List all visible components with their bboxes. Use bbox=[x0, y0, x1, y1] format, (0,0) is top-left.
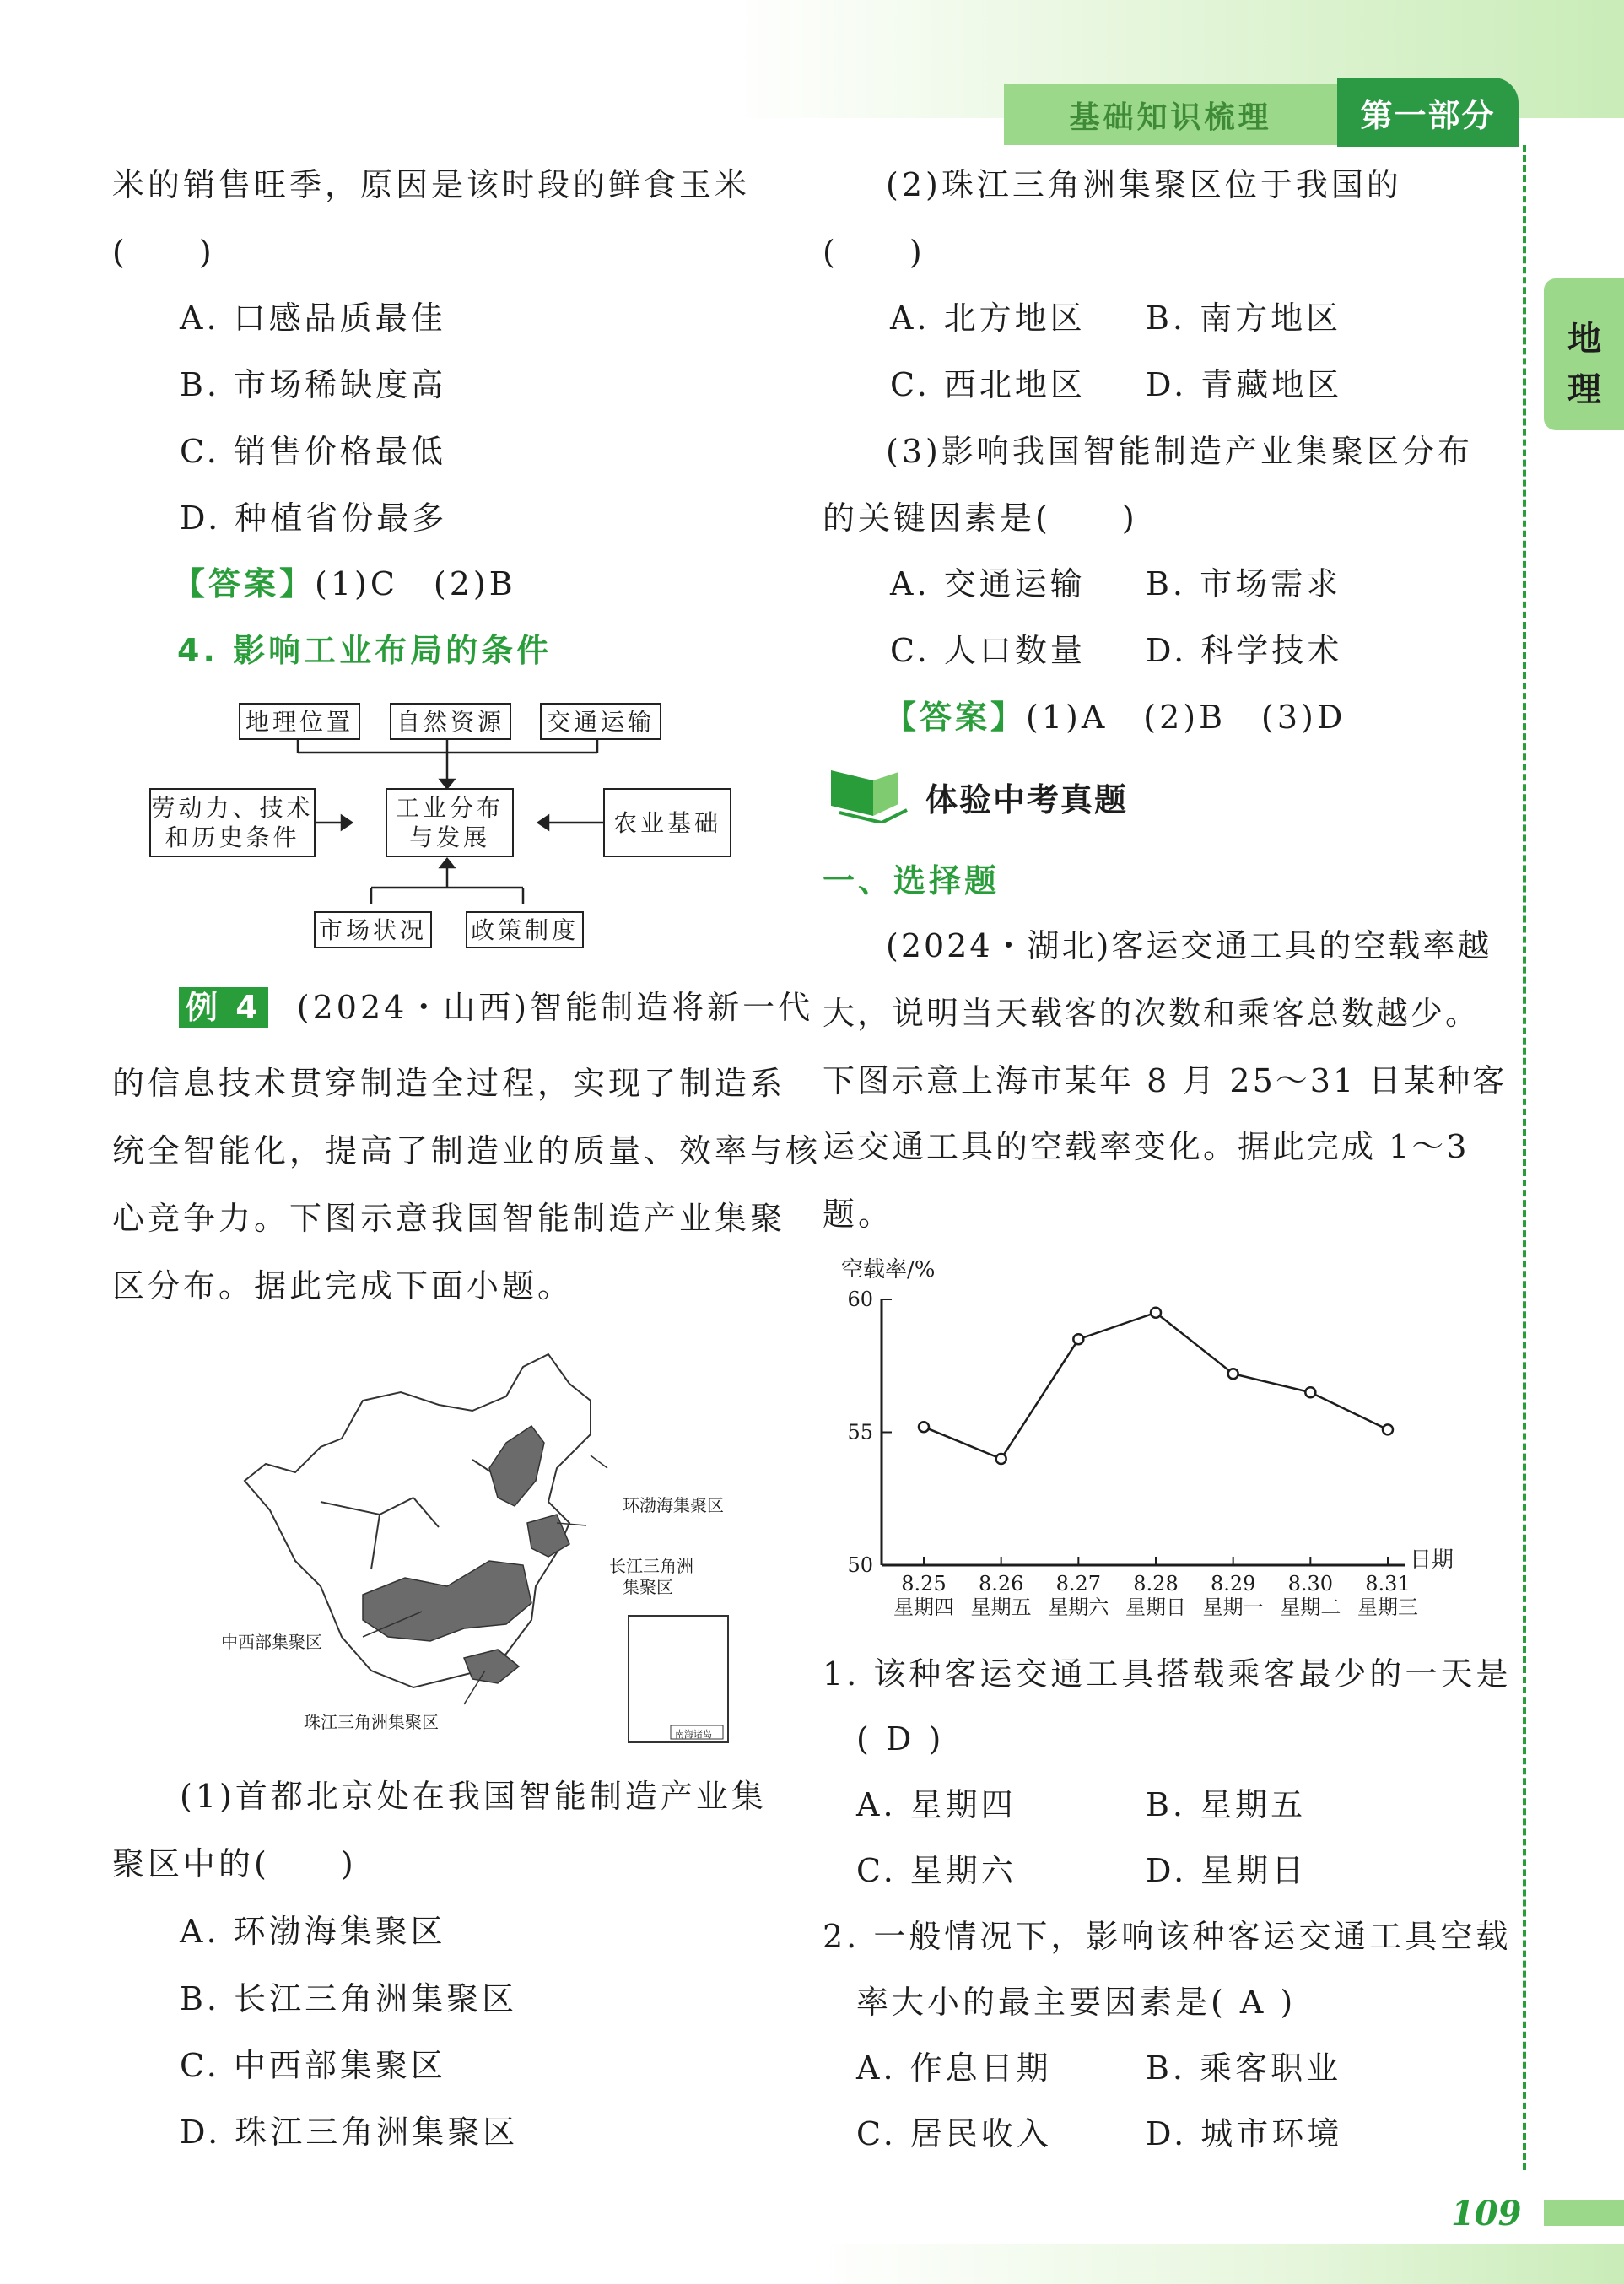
p2-stem-1: 2. 一般情况下，影响该种客运交通工具空载 bbox=[823, 1918, 1512, 1955]
china-map bbox=[194, 1333, 734, 1755]
text-line: 米的销售旺季，原因是该时段的鲜食玉米 bbox=[112, 166, 751, 203]
weekday-label: 星期五 bbox=[970, 1596, 1032, 1619]
p2-option-a: A. 作息日期 bbox=[856, 2049, 1052, 2087]
empty-rate-chart bbox=[831, 1249, 1489, 1628]
part-tab: 第一部分 bbox=[1337, 78, 1519, 147]
p1-stem-1: 1. 该种客运交通工具搭载乘客最少的一天是 bbox=[823, 1655, 1512, 1693]
map-label-south-sea: 南海诸岛 bbox=[675, 1729, 712, 1740]
page-number: 109 bbox=[1451, 2194, 1522, 2233]
footer-band bbox=[0, 2244, 1624, 2284]
q2-option-c: C. 西北地区 bbox=[890, 366, 1086, 403]
example-line-3: 统全智能化，提高了制造业的质量、效率与核 bbox=[112, 1132, 822, 1169]
weekday-label: 星期一 bbox=[1202, 1596, 1264, 1619]
intro-line-1: (2024・湖北)客运交通工具的空载率越 bbox=[886, 927, 1492, 964]
example-text: (2024・山西)智能制造将新一代 bbox=[296, 989, 814, 1026]
q3-line-2: 的关键因素是( ) bbox=[823, 499, 1138, 537]
map-svg bbox=[194, 1333, 734, 1755]
q1-option-d: D. 珠江三角洲集聚区 bbox=[180, 2114, 519, 2151]
intro-line-2: 大，说明当天载客的次数和乘客总数越少。 bbox=[823, 995, 1481, 1032]
p2-option-c: C. 居民收入 bbox=[856, 2115, 1052, 2152]
data-point bbox=[996, 1454, 1006, 1464]
y-tick-label: 55 bbox=[847, 1420, 873, 1444]
flow-text: 劳动力、技术 bbox=[151, 794, 314, 822]
side-divider bbox=[1523, 145, 1526, 2170]
subject-char-1: 地 bbox=[1567, 320, 1601, 359]
answer-label: 【答案】 bbox=[884, 698, 1027, 736]
flow-text: 和历史条件 bbox=[165, 823, 300, 851]
q3-line-1: (3)影响我国智能制造产业集聚区分布 bbox=[886, 433, 1473, 470]
option-a: A. 口感品质最佳 bbox=[180, 300, 446, 337]
x-tick-label: 8.29 bbox=[1210, 1572, 1256, 1596]
section-heading: 4. 影响工业布局的条件 bbox=[177, 632, 553, 669]
map-label-central-west: 中西部集聚区 bbox=[221, 1632, 322, 1652]
weekday-label: 星期二 bbox=[1280, 1596, 1341, 1619]
exam-banner bbox=[823, 764, 1160, 823]
map-label-pearl: 珠江三角洲集聚区 bbox=[304, 1712, 439, 1732]
example-label: 例 4 bbox=[179, 987, 268, 1028]
map-label-bohai: 环渤海集聚区 bbox=[623, 1495, 724, 1515]
q2-option-b: B. 南方地区 bbox=[1146, 300, 1342, 337]
x-tick-label: 8.25 bbox=[901, 1572, 947, 1596]
intro-line-5: 题。 bbox=[823, 1196, 894, 1233]
p2-option-b: B. 乘客职业 bbox=[1146, 2049, 1342, 2087]
map-label-yangtze: 长江三角洲 bbox=[609, 1556, 693, 1576]
q2-line-2: ( ) bbox=[823, 234, 925, 271]
q3-option-d: D. 科学技术 bbox=[1146, 632, 1343, 669]
chart-series bbox=[919, 1308, 1393, 1464]
chart-axes bbox=[882, 1299, 1454, 1573]
option-b: B. 市场稀缺度高 bbox=[180, 366, 447, 403]
p1-option-b: B. 星期五 bbox=[1146, 1786, 1307, 1823]
weekday-label: 星期三 bbox=[1357, 1596, 1418, 1619]
footer-bar bbox=[1544, 2200, 1624, 2226]
data-point bbox=[919, 1422, 929, 1432]
data-point bbox=[1228, 1369, 1238, 1379]
p1-stem-2: ( D ) bbox=[856, 1720, 945, 1758]
x-tick-label: 8.28 bbox=[1133, 1572, 1179, 1596]
flow-text: 与发展 bbox=[408, 823, 490, 851]
subject-char-2: 理 bbox=[1567, 370, 1601, 409]
data-point bbox=[1151, 1308, 1161, 1318]
flow-text: 工业分布 bbox=[395, 794, 504, 822]
p1-option-d: D. 星期日 bbox=[1146, 1852, 1308, 1889]
q1-option-a: A. 环渤海集聚区 bbox=[180, 1913, 446, 1950]
option-d: D. 种植省份最多 bbox=[180, 499, 448, 537]
flow-box-resources: 自然资源 bbox=[390, 703, 511, 740]
series-line bbox=[924, 1313, 1388, 1459]
q1-line-1: (1)首都北京处在我国智能制造产业集 bbox=[180, 1778, 767, 1815]
q2-option-a: A. 北方地区 bbox=[890, 300, 1086, 337]
x-tick-label: 8.26 bbox=[978, 1572, 1024, 1596]
q3-option-a: A. 交通运输 bbox=[890, 565, 1086, 602]
x-tick-label: 8.30 bbox=[1287, 1572, 1334, 1596]
flow-box-policy: 政策制度 bbox=[466, 911, 584, 948]
answer-line bbox=[173, 564, 516, 602]
weekday-label: 星期日 bbox=[1125, 1596, 1186, 1619]
answer-text: (1)C (2)B bbox=[315, 565, 516, 602]
flow-box-market: 市场状况 bbox=[314, 911, 432, 948]
answer-text: (1)A (2)B (3)D bbox=[1026, 699, 1346, 736]
q1-line-2: 聚区中的( ) bbox=[112, 1845, 357, 1882]
section-choice: 一、选择题 bbox=[823, 862, 1001, 899]
q2-option-d: D. 青藏地区 bbox=[1146, 366, 1343, 403]
y-tick-label: 60 bbox=[847, 1288, 873, 1311]
p1-option-a: A. 星期四 bbox=[856, 1786, 1017, 1823]
p2-stem-2: 率大小的最主要因素是( A ) bbox=[856, 1984, 1297, 2021]
weekday-label: 星期四 bbox=[893, 1596, 954, 1619]
q3-option-c: C. 人口数量 bbox=[890, 632, 1086, 669]
data-point bbox=[1383, 1424, 1393, 1434]
q1-option-c: C. 中西部集聚区 bbox=[180, 2047, 446, 2084]
p1-option-c: C. 星期六 bbox=[856, 1852, 1017, 1889]
weekday-label: 星期六 bbox=[1048, 1596, 1109, 1619]
q1-option-b: B. 长江三角洲集聚区 bbox=[180, 1980, 518, 2017]
x-tick-label: 8.31 bbox=[1365, 1572, 1411, 1596]
flow-box-industry bbox=[386, 788, 514, 857]
example-line-2: 的信息技术贯穿制造全过程，实现了制造系 bbox=[112, 1065, 786, 1102]
example-line-4: 心竞争力。下图示意我国智能制造产业集聚 bbox=[112, 1200, 786, 1237]
flow-box-agriculture: 农业基础 bbox=[603, 788, 731, 857]
cluster-areas bbox=[363, 1426, 569, 1683]
y-tick-label: 50 bbox=[847, 1553, 873, 1577]
data-point bbox=[1073, 1334, 1083, 1344]
flow-box-labor bbox=[149, 788, 316, 857]
intro-line-3: 下图示意上海市某年 8 月 25～31 日某种客 bbox=[823, 1062, 1508, 1099]
flow-box-transport: 交通运输 bbox=[540, 703, 661, 740]
x-tick-label: 8.27 bbox=[1055, 1572, 1102, 1596]
q2-line-1: (2)珠江三角洲集聚区位于我国的 bbox=[886, 166, 1402, 203]
subject-tab bbox=[1544, 278, 1624, 430]
data-point bbox=[1305, 1387, 1315, 1397]
q3-option-b: B. 市场需求 bbox=[1146, 565, 1342, 602]
example-line-5: 区分布。据此完成下面小题。 bbox=[112, 1267, 574, 1304]
section-tab: 基础知识梳理 bbox=[1004, 84, 1337, 145]
chart-ylabel: 空载率/% bbox=[841, 1257, 936, 1282]
map-label-yangtze-2: 集聚区 bbox=[623, 1577, 673, 1597]
banner-title: 体验中考真题 bbox=[925, 781, 1129, 818]
example-line-1 bbox=[179, 989, 814, 1026]
answer-label: 【答案】 bbox=[173, 564, 316, 602]
answer-line-right bbox=[884, 698, 1346, 736]
answer-paren: ( ) bbox=[112, 234, 215, 271]
flow-box-location: 地理位置 bbox=[239, 703, 360, 740]
p2-option-d: D. 城市环境 bbox=[1146, 2115, 1343, 2152]
chart-xlabel: 日期 bbox=[1410, 1547, 1454, 1573]
option-c: C. 销售价格最低 bbox=[180, 433, 446, 470]
intro-line-4: 运交通工具的空载率变化。据此完成 1～3 bbox=[823, 1128, 1470, 1165]
chart-ticks bbox=[847, 1288, 1418, 1619]
